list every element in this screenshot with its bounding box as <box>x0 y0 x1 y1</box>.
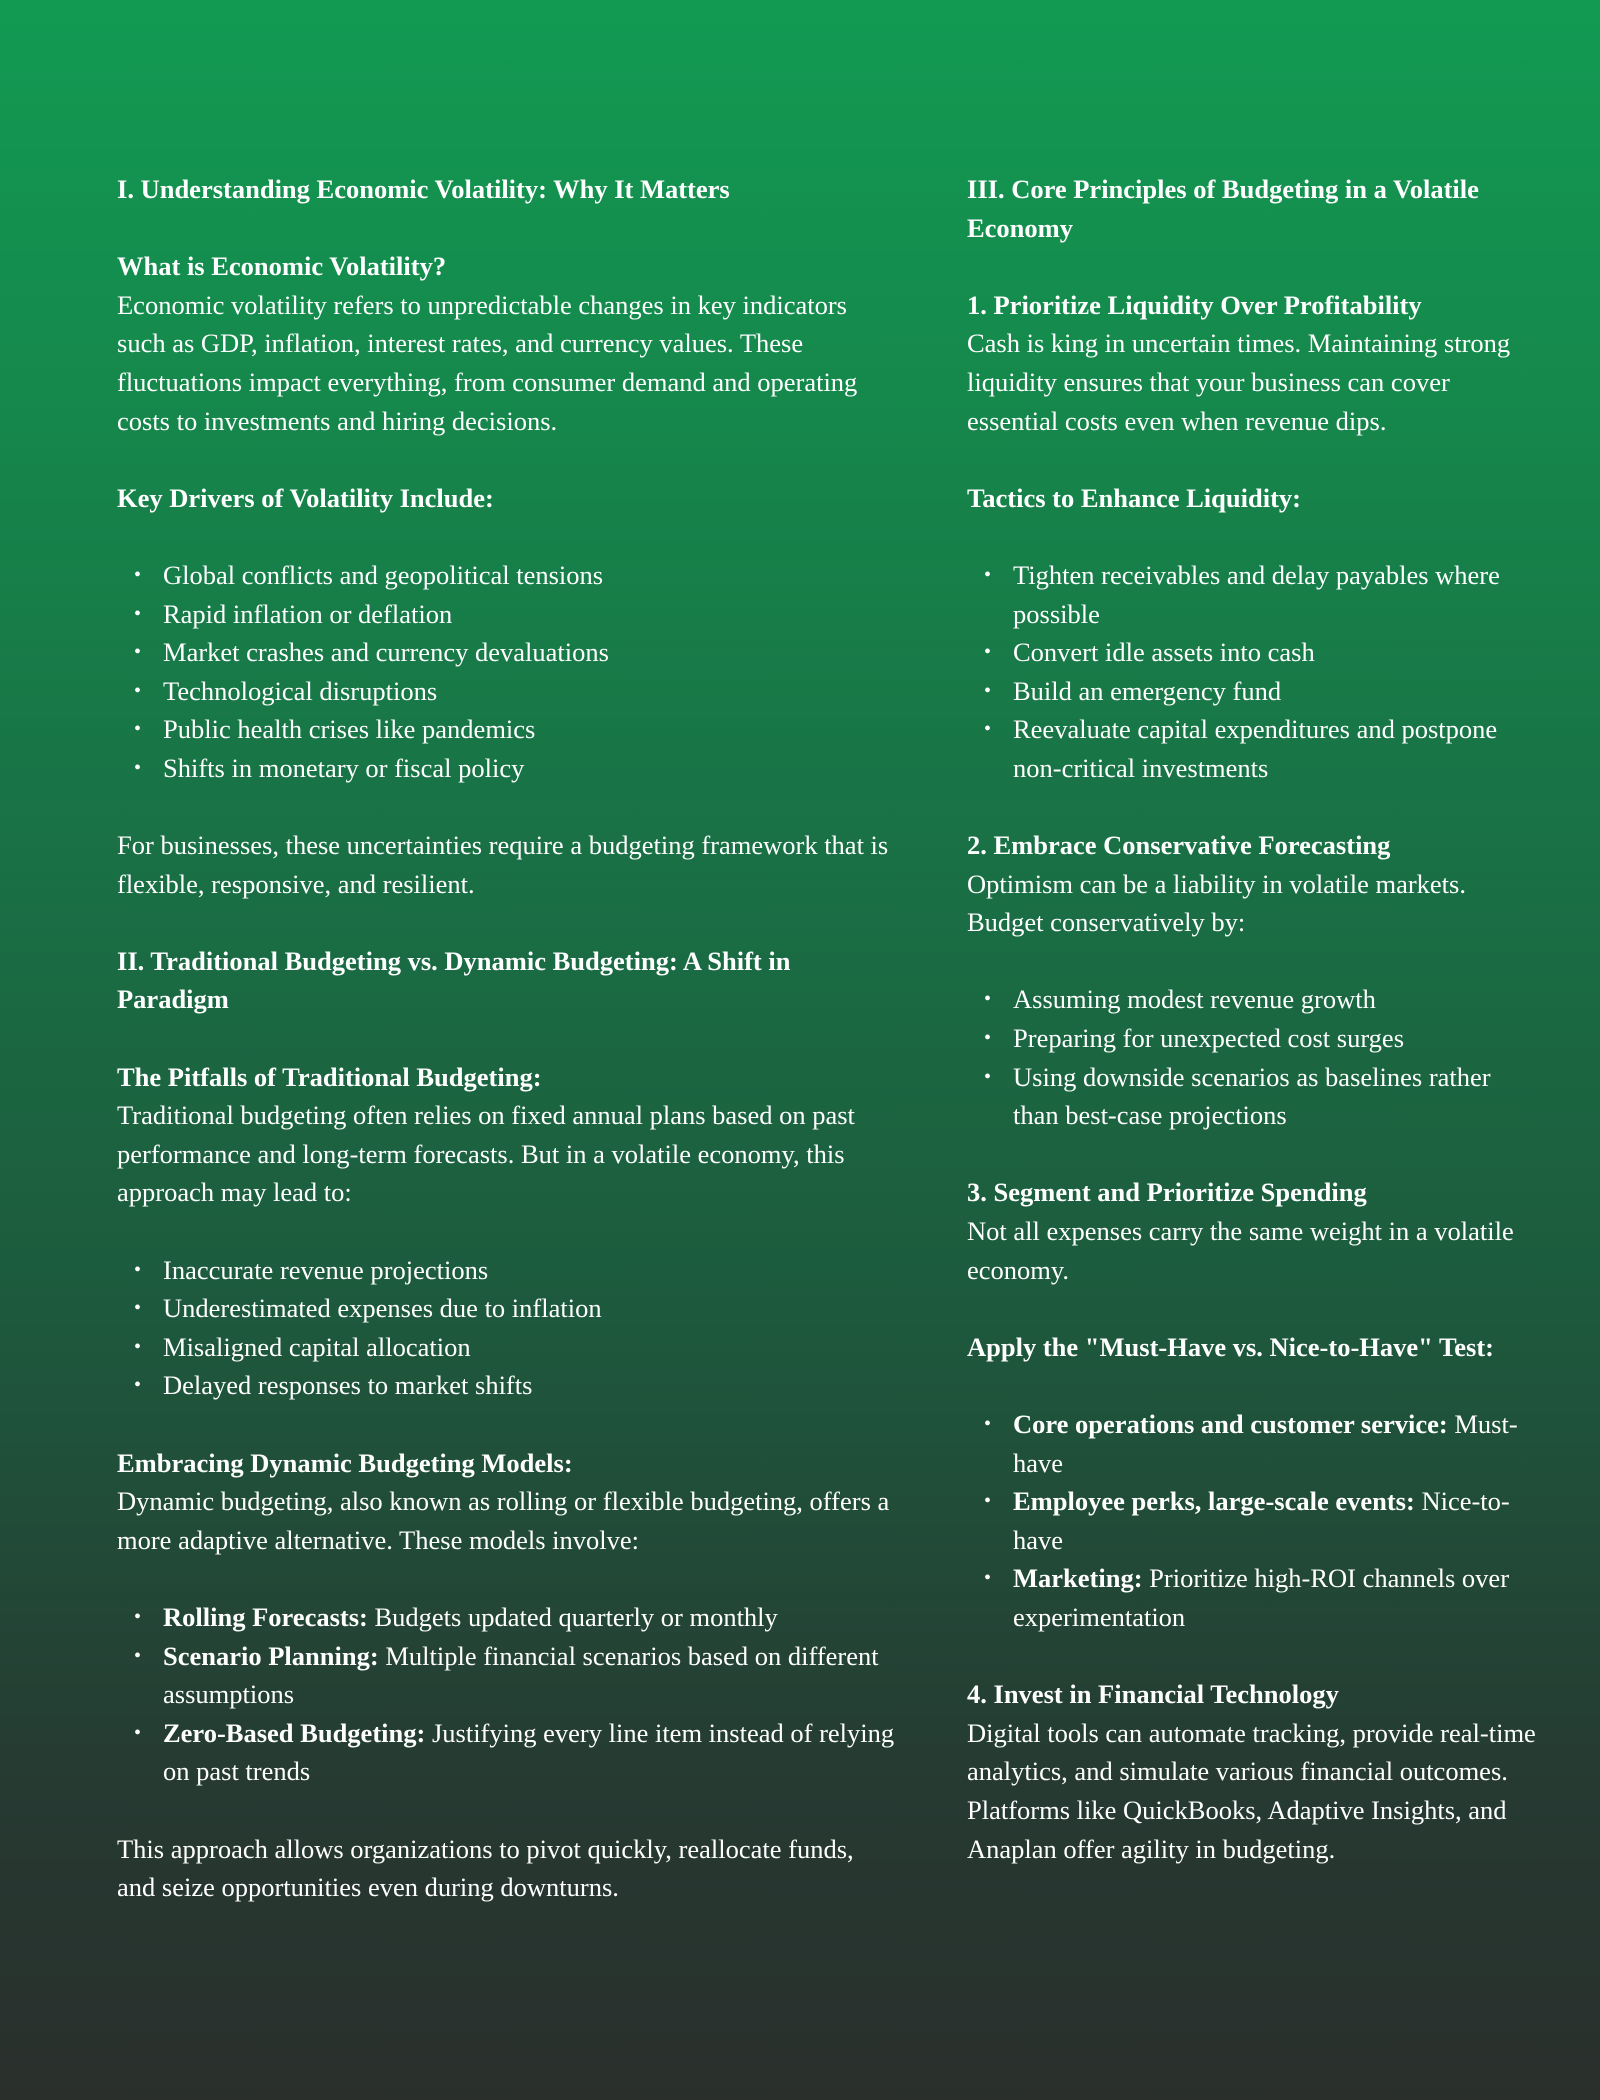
principle-3-heading: 3. Segment and Prioritize Spending <box>967 1177 1367 1208</box>
principle-2-heading: 2. Embrace Conservative Forecasting <box>967 830 1391 861</box>
dynamic-budgeting-heading: Embracing Dynamic Budgeting Models: <box>117 1447 573 1478</box>
section-3-title: III. Core Principles of Budgeting in a Volatile Economy <box>967 174 1479 243</box>
pitfalls-list <box>117 1251 897 1405</box>
list-item: • Delayed responses to market shifts <box>117 1366 897 1405</box>
principle-1-text: Cash is king in uncertain times. Maintaining strong liquidity ensures that your business can cover essential costs even when revenue dips. <box>967 328 1511 436</box>
list-item <box>967 1405 1537 1482</box>
item-label: Zero-Based Budgeting: <box>163 1717 426 1748</box>
list-item: • Convert idle assets into cash <box>967 633 1537 672</box>
item-text: Must-have <box>1013 1409 1518 1478</box>
item-text: Budgets updated quarterly or monthly <box>367 1601 778 1632</box>
key-drivers-heading: Key Drivers of Volatility Include: <box>117 482 494 513</box>
item-label: Marketing: <box>1013 1563 1143 1594</box>
drivers-conclusion: For businesses, these uncertainties require a budgeting framework that is flexible, responsive, and resilient. <box>117 830 889 899</box>
list-item <box>117 1598 897 1637</box>
list-item: • Reevaluate capital expenditures and postpone non-critical investments <box>967 710 1537 787</box>
list-item <box>967 1482 1537 1559</box>
list-item: • Shifts in monetary or fiscal policy <box>117 749 897 788</box>
list-item: • Tighten receivables and delay payables where possible <box>967 556 1537 633</box>
list-item <box>117 1714 897 1791</box>
item-text: Nice-to-have <box>1013 1486 1510 1555</box>
list-item: • Global conflicts and geopolitical tensions <box>117 556 897 595</box>
list-item: • Market crashes and currency devaluations <box>117 633 897 672</box>
list-item: • Public health crises like pandemics <box>117 710 897 749</box>
pitfalls-text: Traditional budgeting often relies on fixed annual plans based on past performance and long-term forecasts. But in a volatile economy, this approach may lead to: <box>117 1100 855 1208</box>
dynamic-models-list <box>117 1598 897 1791</box>
pitfalls-heading: The Pitfalls of Traditional Budgeting: <box>117 1061 542 1092</box>
list-item: • Rapid inflation or deflation <box>117 595 897 634</box>
test-heading: Apply the "Must-Have vs. Nice-to-Have" Test: <box>967 1331 1494 1362</box>
item-text: Justifying every line item instead of relying on past trends <box>163 1717 895 1787</box>
item-label: Employee perks, large-scale events: <box>1013 1486 1415 1517</box>
list-item: • Using downside scenarios as baselines rather than best-case projections <box>967 1058 1537 1135</box>
what-is-volatility-text: Economic volatility refers to unpredictable changes in key indicators such as GDP, inflation, interest rates, and currency values. These fluctuations impact everything, from consumer demand and operating costs to investments and hiring decisions. <box>117 289 858 436</box>
item-text: Multiple financial scenarios based on different assumptions <box>163 1640 879 1710</box>
left-column <box>117 170 897 1907</box>
dynamic-conclusion: This approach allows organizations to pivot quickly, reallocate funds, and seize opportunities even during downturns. <box>117 1833 854 1903</box>
list-item: • Preparing for unexpected cost surges <box>967 1019 1537 1058</box>
key-drivers-list <box>117 556 897 788</box>
principle-3-text: Not all expenses carry the same weight in a volatile economy. <box>967 1216 1514 1285</box>
list-item: • Technological disruptions <box>117 672 897 711</box>
spending-test-list <box>967 1405 1537 1637</box>
item-label: Core operations and customer service: <box>1013 1409 1448 1439</box>
list-item: • Underestimated expenses due to inflation <box>117 1289 897 1328</box>
list-item: • Assuming modest revenue growth <box>967 980 1537 1019</box>
principle-2-text: Optimism can be a liability in volatile markets. Budget conservatively by: <box>967 868 1466 938</box>
right-column <box>967 170 1537 1868</box>
tactics-list <box>967 556 1537 788</box>
item-label: Scenario Planning: <box>163 1640 379 1671</box>
section-2-title: II. Traditional Budgeting vs. Dynamic Budgeting: A Shift in Paradigm <box>117 945 791 1015</box>
forecasting-list <box>967 980 1537 1134</box>
section-1-title: I. Understanding Economic Volatility: Why It Matters <box>117 174 730 204</box>
list-item <box>967 1559 1537 1636</box>
list-item: • Inaccurate revenue projections <box>117 1251 897 1290</box>
list-item <box>117 1637 897 1714</box>
list-item: • Build an emergency fund <box>967 672 1537 711</box>
principle-4-heading: 4. Invest in Financial Technology <box>967 1679 1339 1710</box>
dynamic-budgeting-text: Dynamic budgeting, also known as rolling or flexible budgeting, offers a more adaptive alternative. These models involve: <box>117 1486 890 1555</box>
tactics-heading: Tactics to Enhance Liquidity: <box>967 482 1302 513</box>
what-is-volatility-heading: What is Economic Volatility? <box>117 251 447 282</box>
list-item: • Misaligned capital allocation <box>117 1328 897 1367</box>
principle-4-text: Digital tools can automate tracking, provide real-time analytics, and simulate various financial outcomes. Platforms like QuickBooks, Adaptive Insights, and Anaplan offer agility in budgeting. <box>967 1717 1536 1864</box>
item-text: Prioritize high-ROI channels over experimentation <box>1013 1563 1510 1632</box>
principle-1-heading: 1. Prioritize Liquidity Over Profitability <box>967 289 1422 320</box>
item-label: Rolling Forecasts: <box>163 1601 368 1632</box>
